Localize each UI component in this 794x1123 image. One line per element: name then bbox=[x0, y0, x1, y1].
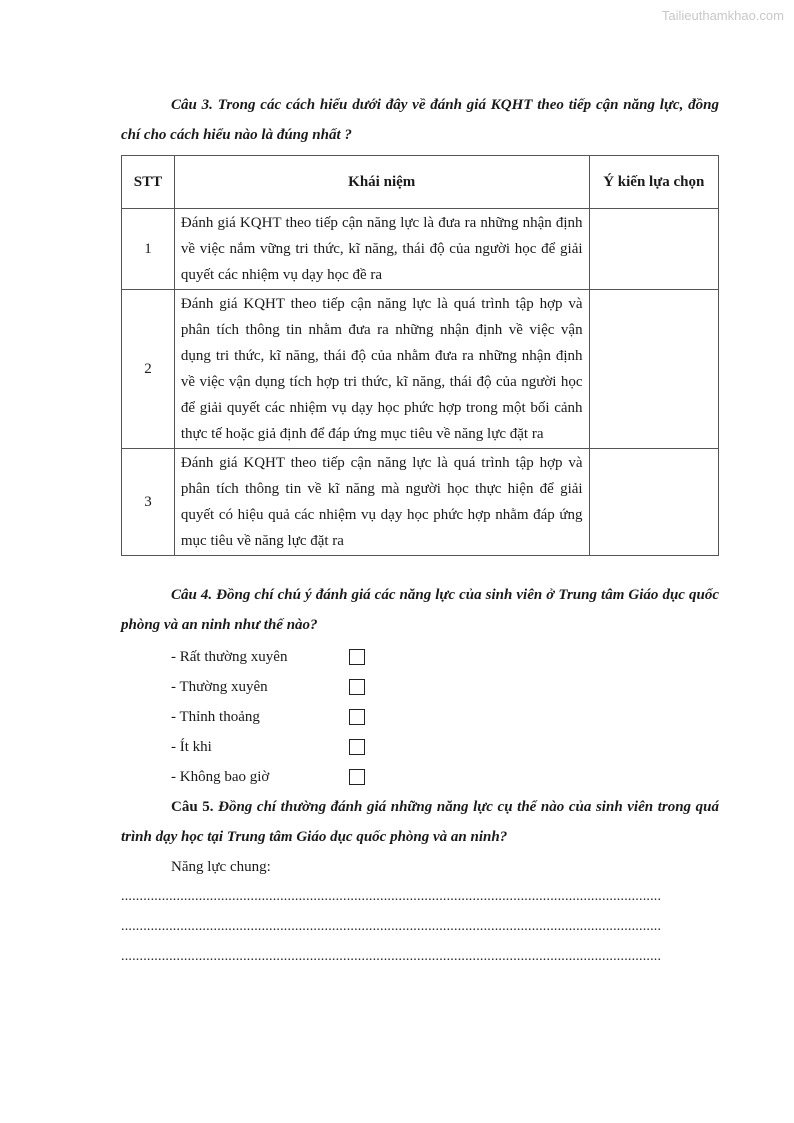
row-stt: 1 bbox=[122, 209, 175, 290]
concept-table bbox=[121, 155, 719, 556]
answer-line[interactable]: .................................................................................................................................................. bbox=[121, 919, 662, 934]
option-checkbox[interactable] bbox=[349, 679, 365, 695]
question-3-text: Trong các cách hiểu dưới đây về đánh giá KQHT theo tiếp cận năng lực, đồng chí cho cách hiểu nào là đúng nhất ? bbox=[121, 97, 719, 143]
answer-line[interactable]: .................................................................................................................................................. bbox=[121, 949, 662, 964]
question-3-title bbox=[121, 90, 719, 150]
table-row bbox=[122, 209, 719, 290]
question-4-number: Câu 4. bbox=[171, 587, 213, 603]
header-concept: Khái niệm bbox=[174, 156, 589, 209]
question-3-number: Câu 3. bbox=[171, 97, 213, 113]
option-row bbox=[121, 702, 719, 732]
option-row bbox=[121, 642, 719, 672]
row-stt: 3 bbox=[122, 449, 175, 556]
question-5-text: Đồng chí thường đánh giá những năng lực cụ thể nào của sinh viên trong quá trình dạy học tại Trung tâm Giáo dục quốc phòng và an ninh? bbox=[121, 799, 719, 845]
row-choice-cell[interactable] bbox=[589, 290, 718, 449]
row-choice-cell[interactable] bbox=[589, 449, 718, 556]
question-4-title bbox=[121, 580, 719, 640]
option-label: - Thường xuyên bbox=[171, 678, 268, 695]
option-label: - Rất thường xuyên bbox=[171, 648, 288, 665]
row-stt: 2 bbox=[122, 290, 175, 449]
row-concept: Đánh giá KQHT theo tiếp cận năng lực là đưa ra những nhận định về việc nắm vững tri thức, kĩ năng, thái độ của người học để giải quyết các nhiệm vụ dạy học đề ra bbox=[174, 209, 589, 290]
option-row bbox=[121, 732, 719, 762]
option-label: - Thỉnh thoảng bbox=[171, 708, 260, 725]
question-5-title bbox=[121, 792, 719, 852]
header-stt: STT bbox=[122, 156, 175, 209]
option-label: - Không bao giờ bbox=[171, 768, 270, 785]
document-body bbox=[121, 90, 719, 972]
option-checkbox[interactable] bbox=[349, 649, 365, 665]
table-header-row bbox=[122, 156, 719, 209]
question-4-options bbox=[121, 642, 719, 792]
row-choice-cell[interactable] bbox=[589, 209, 718, 290]
option-row bbox=[121, 672, 719, 702]
header-choice: Ý kiến lựa chọn bbox=[589, 156, 718, 209]
table-row bbox=[122, 449, 719, 556]
option-checkbox[interactable] bbox=[349, 769, 365, 785]
general-competence-heading: Năng lực chung: bbox=[171, 859, 271, 875]
answer-line[interactable]: .................................................................................................................................................. bbox=[121, 889, 662, 904]
watermark: Tailieuthamkhao.com bbox=[661, 8, 784, 23]
option-label: - Ít khi bbox=[171, 738, 212, 755]
table-row bbox=[122, 290, 719, 449]
option-checkbox[interactable] bbox=[349, 709, 365, 725]
option-checkbox[interactable] bbox=[349, 739, 365, 755]
question-5-number: Câu 5. bbox=[171, 799, 214, 815]
option-row bbox=[121, 762, 719, 792]
row-concept: Đánh giá KQHT theo tiếp cận năng lực là quá trình tập hợp và phân tích thông tin nhằm đưa ra những nhận định về việc vận dụng tri thức, kĩ năng, thái độ của nhằm đưa ra những nhận định về việc vận dụng tích hợp tri thức, kĩ năng, thái độ của người học để giải quyết các nhiệm vụ dạy học phức hợp trong một bối cảnh thực tế hoặc giả định để đáp ứng mục tiêu về năng lực đặt ra bbox=[174, 290, 589, 449]
row-concept: Đánh giá KQHT theo tiếp cận năng lực là quá trình tập hợp và phân tích thông tin về kĩ năng mà người học thực hiện để giải quyết có hiệu quả các nhiệm vụ dạy học phức hợp nhằm đáp ứng mục tiêu về năng lực đặt ra bbox=[174, 449, 589, 556]
question-4-text: Đồng chí chú ý đánh giá các năng lực của sinh viên ở Trung tâm Giáo dục quốc phòng và an ninh như thế nào? bbox=[121, 587, 719, 633]
